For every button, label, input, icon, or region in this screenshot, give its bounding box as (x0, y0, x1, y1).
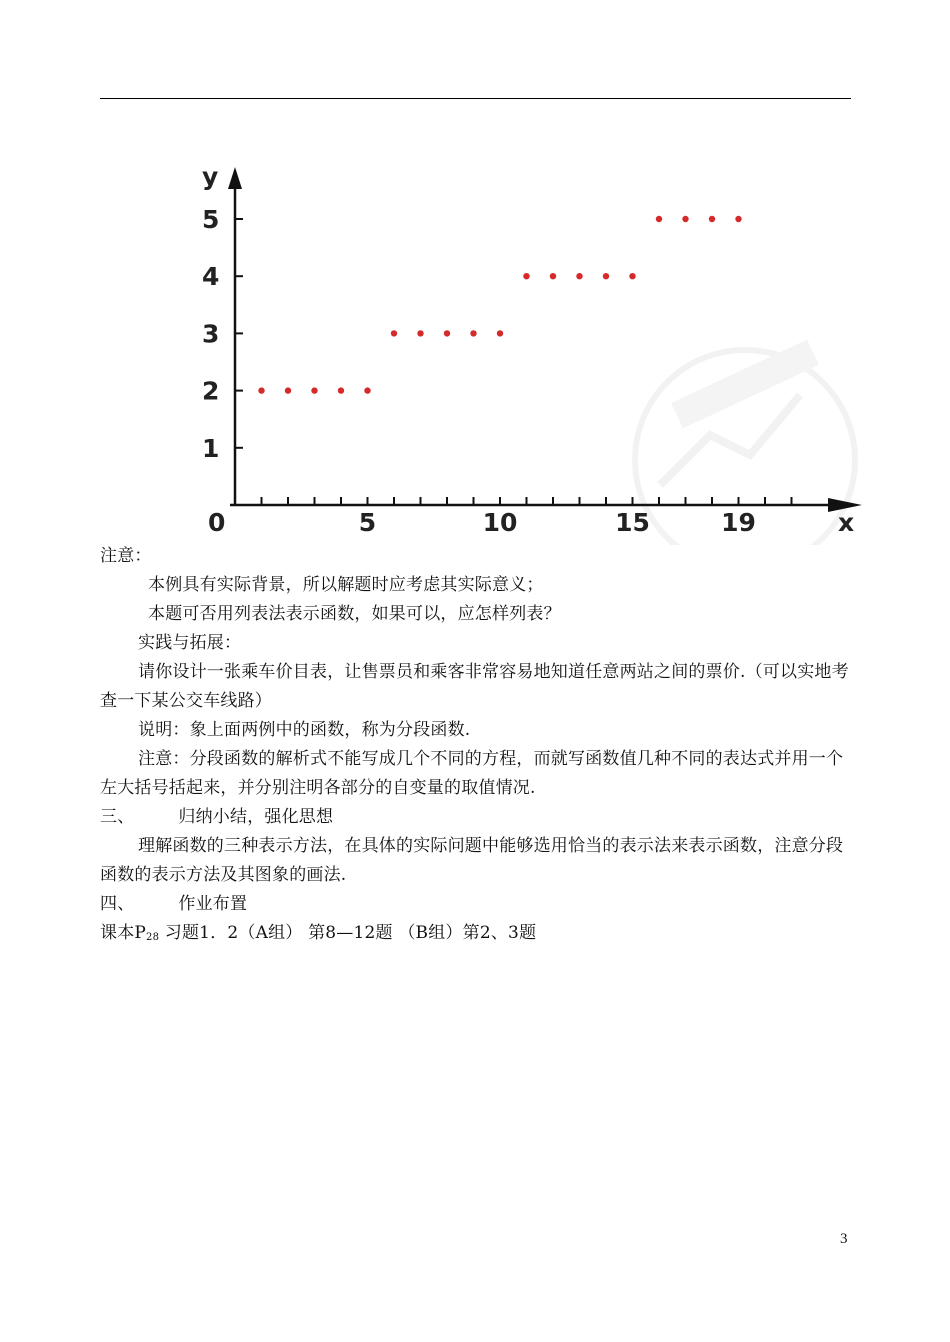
chart-svg (190, 155, 870, 545)
body-text (100, 542, 852, 952)
section-3-body: 理解函数的三种表示方法，在具体的实际问题中能够选用恰当的表示法来表示函数，注意分段函数的表示方法及其图象的画法. (100, 836, 844, 885)
step-function-chart (190, 155, 870, 545)
header-rule (100, 98, 851, 99)
section-3-title: 归纳小结，强化思想 (178, 807, 334, 827)
y-tick-label: 2 (202, 376, 220, 406)
homework-page-subscript: 28 (146, 932, 160, 943)
explain-text: 说明：象上面两例中的函数，称为分段函数. (138, 720, 471, 740)
practice-body: 请你设计一张乘车价目表，让售票员和乘客非常容易地知道任意两站之间的票价.（可以实地考查一下某公交车线路） (100, 662, 849, 711)
section-4-heading (100, 890, 852, 919)
y-tick-label: 4 (202, 262, 220, 292)
y-tick-label: 3 (202, 319, 220, 349)
data-point (497, 330, 503, 336)
x-tick-label: 19 (721, 508, 756, 537)
section-3-heading (100, 803, 852, 832)
data-point (735, 216, 741, 222)
homework-line (100, 919, 852, 952)
section-4-title: 作业布置 (178, 894, 248, 914)
data-point (656, 216, 662, 222)
data-point (285, 387, 291, 393)
x-tick-label: 10 (482, 508, 518, 537)
data-point (523, 273, 529, 279)
data-point (576, 273, 582, 279)
data-point (364, 387, 370, 393)
caution-text: 注意：分段函数的解析式不能写成几个不同的方程，而就写函数值几种不同的表达式并用一个左大括号括起来，并分别注明各部分的自变量的取值情况. (100, 749, 844, 798)
x-tick-label: 15 (615, 508, 650, 537)
data-point (682, 216, 688, 222)
data-point (603, 273, 609, 279)
y-tick-label: 5 (202, 205, 220, 234)
data-points (258, 216, 741, 394)
data-point (338, 387, 344, 393)
note-heading: 注意： (100, 546, 152, 566)
data-point (311, 387, 317, 393)
data-point (709, 216, 715, 222)
ticks (202, 205, 792, 537)
data-point (550, 273, 556, 279)
data-point (444, 330, 450, 336)
data-point (629, 273, 635, 279)
homework-prefix: 课本P (100, 923, 147, 943)
x-axis-label: x (838, 508, 855, 537)
practice-heading: 实践与拓展： (138, 633, 242, 653)
origin-label: 0 (208, 508, 226, 537)
section-3-number: 三、 (100, 807, 135, 827)
note-2: 本题可否用列表法表示函数，如果可以，应怎样列表？ (148, 604, 561, 624)
page-number: 3 (840, 1231, 848, 1247)
x-tick-label: 5 (358, 508, 377, 537)
y-axis-arrow (228, 167, 242, 189)
y-tick-label: 1 (202, 433, 220, 463)
data-point (417, 330, 423, 336)
data-point (258, 387, 264, 393)
homework-rest: 习题1．2（A组） 第8—12题 （B组）第2、3题 (159, 923, 537, 943)
note-1: 本例具有实际背景，所以解题时应考虑其实际意义； (148, 575, 544, 595)
data-point (391, 330, 397, 336)
y-axis-label: y (202, 162, 219, 191)
data-point (470, 330, 476, 336)
section-4-number: 四、 (100, 894, 135, 914)
